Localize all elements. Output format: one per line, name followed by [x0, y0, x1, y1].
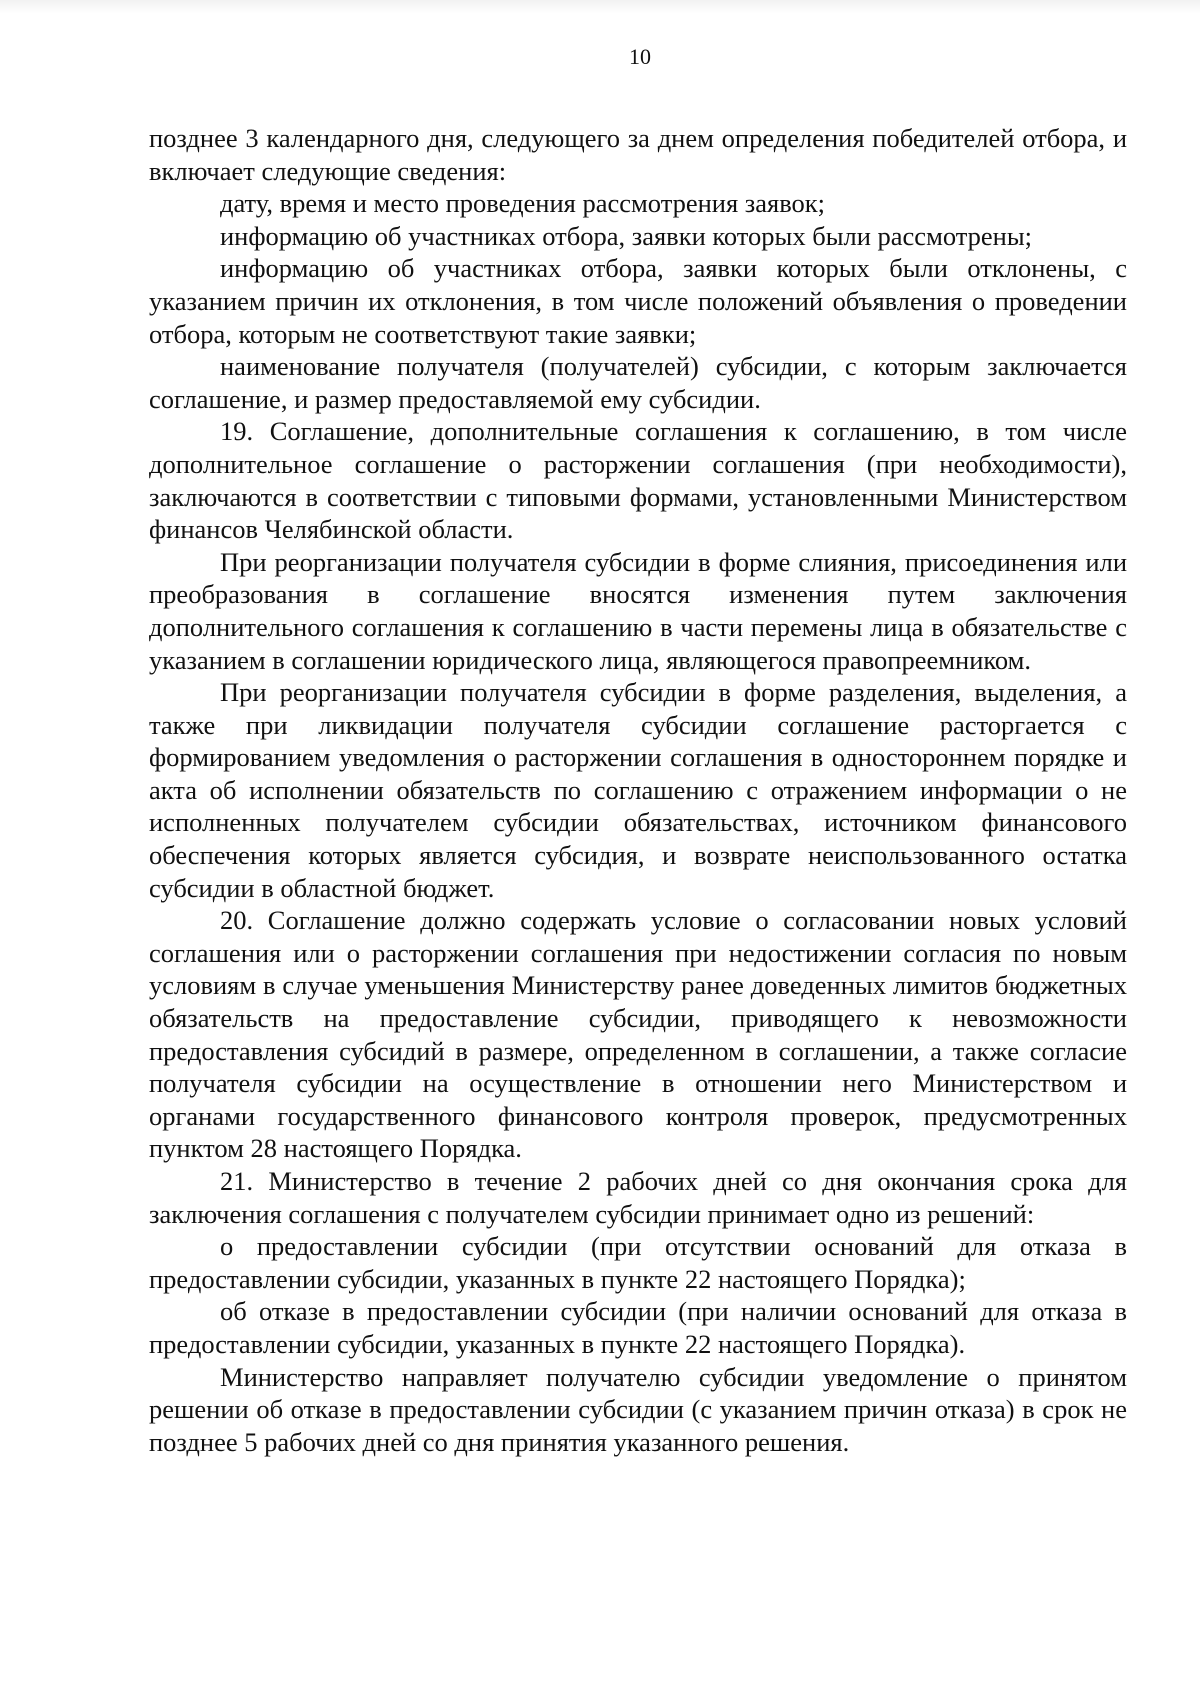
paragraph: При реорганизации получателя субсидии в форме разделения, выделения, а также при ликвидации получателя субсидии соглашение расторгается с формированием уведомления о расторжении соглашения в одностороннем порядке и акта об исполнении обязательств по соглашению с отражением информации о не исполненных получателем субсидии обязательствах, источником финансового обеспечения которых является субсидия, и возврате неиспользованного остатка субсидии в областной бюджет.	[149, 677, 1127, 903]
paragraph: информацию об участниках отбора, заявки которых были отклонены, с указанием причин их отклонения, в том числе положений объявления о проведении отбора, которым не соответствуют такие заявки;	[149, 253, 1127, 349]
document-body	[149, 122, 1127, 1458]
paragraph: дату, время и место проведения рассмотрения заявок;	[220, 188, 826, 219]
paragraph: о предоставлении субсидии (при отсутствии оснований для отказа в предоставлении субсидии, указанных в пункте 22 настоящего Порядка);	[149, 1231, 1127, 1294]
paragraph: наименование получателя (получателей) субсидии, с которым заключается соглашение, и размер предоставляемой ему субсидии.	[149, 351, 1127, 414]
paragraph: Министерство направляет получателю субсидии уведомление о принятом решении об отказе в предоставлении субсидии (с указанием причин отказа) в срок не позднее 5 рабочих дней со дня принятия указанного решения.	[149, 1361, 1127, 1457]
paragraph: информацию об участниках отбора, заявки которых были рассмотрены;	[220, 220, 1033, 251]
page-number: 10	[629, 44, 651, 69]
paragraph: позднее 3 календарного дня, следующего за днем определения победителей отбора, и включает следующие сведения:	[149, 123, 1127, 186]
paragraph: 19. Соглашение, дополнительные соглашения к соглашению, в том числе дополнительное соглашение о расторжении соглашения (при необходимости), заключаются в соответствии с типовыми формами, установленными Министерством финансов Челябинской области.	[149, 416, 1127, 545]
paragraph: об отказе в предоставлении субсидии (при наличии оснований для отказа в предоставлении субсидии, указанных в пункте 22 настоящего Порядка).	[149, 1296, 1127, 1359]
paragraph: 21. Министерство в течение 2 рабочих дней со дня окончания срока для заключения соглашения с получателем субсидии принимает одно из решений:	[149, 1166, 1127, 1229]
paragraph: При реорганизации получателя субсидии в форме слияния, присоединения или преобразования в соглашение вносятся изменения путем заключения дополнительного соглашения к соглашению в части перемены лица в обязательстве с указанием в соглашении юридического лица, являющегося правопреемником.	[149, 546, 1127, 675]
paragraph: 20. Соглашение должно содержать условие о согласовании новых условий соглашения или о расторжении соглашения при недостижении согласия по новым условиям в случае уменьшения Министерству ранее доведенных лимитов бюджетных обязательств на предоставление субсидии, приводящего к невозможности предоставления субсидий в размере, определенном в соглашении, а также согласие получателя субсидии на осуществление в отношении него Министерством и органами государственного финансового контроля проверок, предусмотренных пунктом 28 настоящего Порядка.	[149, 905, 1127, 1164]
scan-edge	[0, 0, 1200, 14]
